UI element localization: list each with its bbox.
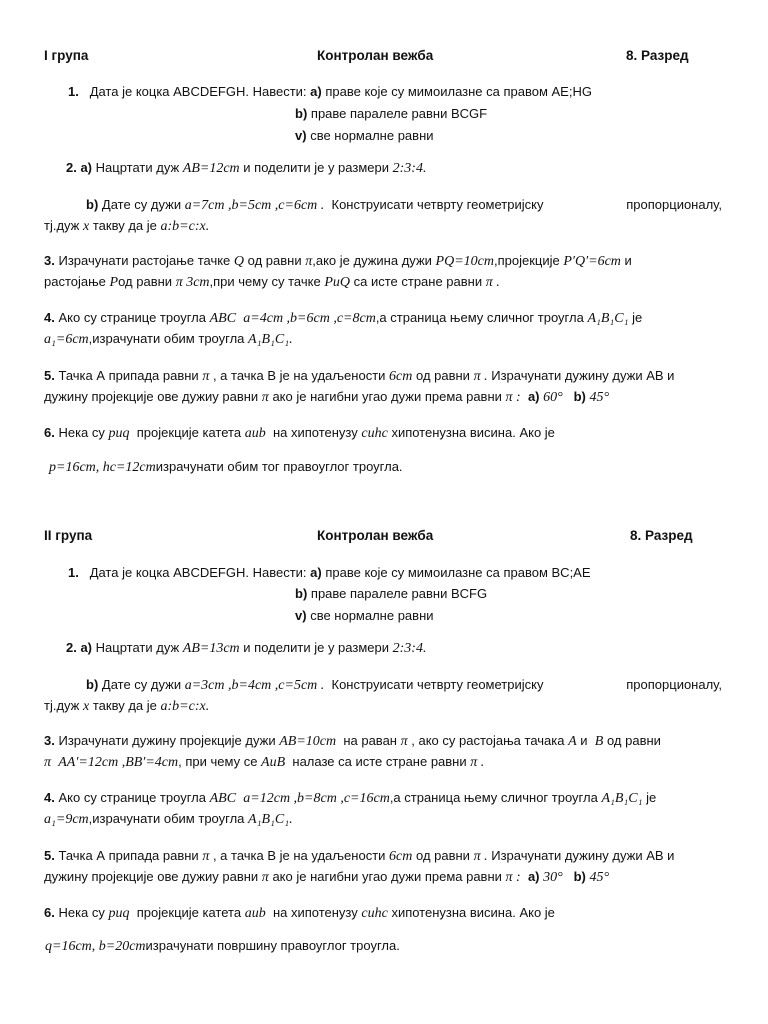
g1-question-2b: b) Дате су дужи a=7cm ,b=5cm ,c=6cm . Конструисати четврту геометријску пропорционалу,: [86, 197, 722, 213]
g1-question-6-line2: p=16cm, hc=12cmизрачунати обим тог правоуглог троугла.: [49, 459, 403, 475]
g1-question-1b: b) праве паралеле равни BCGF: [295, 106, 488, 121]
test-title: Контролан вежба: [317, 48, 434, 63]
g1-question-5-line2: дужину пројекције ове дужиу равни π ако је нагибни угао дужи према равни π : a) 60° b) 45°: [44, 389, 610, 405]
g1-question-1: 1. Дата је коцка ABCDEFGH. Навести: a) праве које су мимоилазне са правом AE;HG: [68, 84, 592, 99]
g2-question-6-line2: q=16cm, b=20cmизрачунати површину правоуглог троугла.: [45, 938, 400, 954]
g2-question-5: 5. Тачка А припада равни π , а тачка В је на удаљености 6cm од равни π . Израчунати дужину дужи АВ и: [44, 848, 675, 864]
test-title: Контролан вежба: [317, 528, 434, 543]
g1-question-6: 6. Нека су puq пројекције катета aub на хипотенузу cuhc хипотенузна висина. Ако је: [44, 425, 555, 441]
g2-question-2b-line2: тј.дуж x такву да је a:b=c:x.: [44, 698, 210, 714]
g2-question-1: 1. Дата је коцка ABCDEFGH. Навести: a) праве које су мимоилазне са правом BC;AE: [68, 565, 591, 580]
grade-label: 8. Разред: [630, 528, 693, 543]
group-label: I група: [44, 48, 89, 63]
g2-question-3: 3. Израчунати дужину пројекције дужи AB=10cm на раван π , ако су растојања тачака A и B од равни: [44, 733, 661, 749]
g1-question-2b-line2: тј.дуж x такву да је a:b=c:x.: [44, 218, 210, 234]
grade-label: 8. Разред: [626, 48, 689, 63]
g1-question-1v: v) све нормалне равни: [295, 128, 434, 143]
g2-question-3-line2: π AA′=12cm ,BB′=4cm, при чему се AuB налазе са исте стране равни π .: [44, 754, 485, 770]
g2-question-1v: v) све нормалне равни: [295, 608, 434, 623]
g2-question-5-line2: дужину пројекције ове дужиу равни π ако је нагибни угао дужи према равни π : a) 30° b) 45°: [44, 869, 610, 885]
g1-question-5: 5. Тачка А припада равни π , а тачка В је на удаљености 6cm од равни π . Израчунати дужину дужи АВ и: [44, 368, 675, 384]
g2-question-4: 4. Ако су странице троугла ABC a=12cm ,b=8cm ,c=16cm,а страница њему сличног троугла A₁B₁C₁ је: [44, 790, 657, 806]
g2-question-6: 6. Нека су puq пројекције катета aub на хипотенузу cuhc хипотенузна висина. Ако је: [44, 905, 555, 921]
g1-question-3: 3. Израчунати растојање тачке Q од равни π,ако је дужина дужи PQ=10cm,пројекције P′Q′=6cm и: [44, 253, 632, 269]
g2-question-2b: b) Дате су дужи a=3cm ,b=4cm ,c=5cm . Конструисати четврту геометријску пропорционалу,: [86, 677, 722, 693]
g2-question-1b: b) праве паралеле равни BCFG: [295, 586, 488, 601]
g1-question-2a: 2. a) Нацртати дуж AB=12cm и поделити је у размери 2:3:4.: [66, 160, 427, 176]
g1-question-3-line2: растојање Pод равни π 3cm,при чему су тачке PuQ са исте стране равни π .: [44, 274, 500, 290]
g2-question-2a: 2. a) Нацртати дуж AB=13cm и поделити је у размери 2:3:4.: [66, 640, 427, 656]
group-label: II група: [44, 528, 93, 543]
g1-question-4: 4. Ако су странице троугла ABC a=4cm ,b=6cm ,c=8cm,а страница њему сличног троугла A₁B₁C₁ је: [44, 310, 643, 326]
g2-question-4-line2: a₁=9cm,израчунати обим троугла A₁B₁C₁.: [44, 811, 293, 827]
g1-question-4-line2: a₁=6cm,израчунати обим троугла A₁B₁C₁.: [44, 331, 293, 347]
